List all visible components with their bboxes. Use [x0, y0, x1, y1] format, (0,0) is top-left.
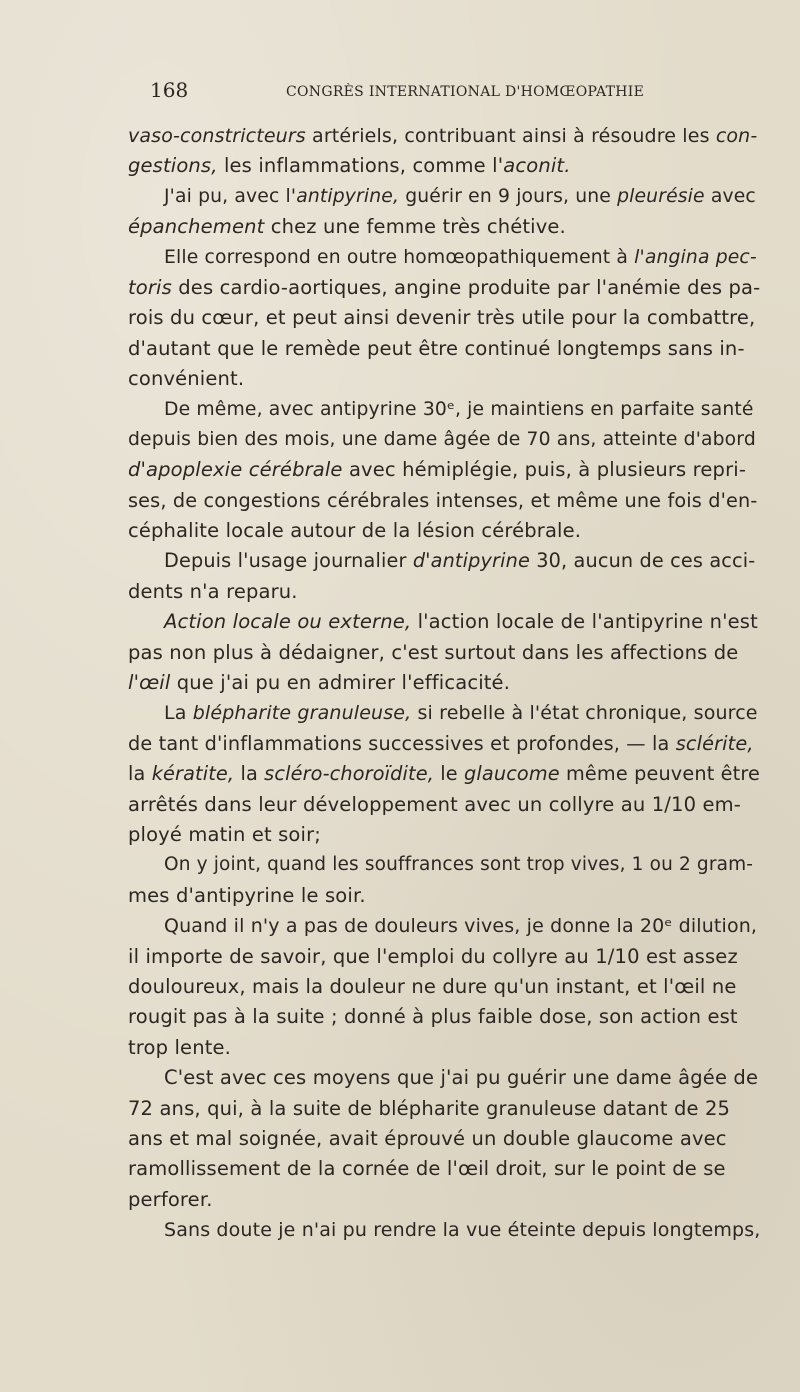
text-segment: il importe de savoir, que l'emploi du collyre au 1/10 est assez — [128, 944, 738, 968]
text-line — [128, 546, 760, 576]
text-segment: C'est avec ces moyens que j'ai pu guérir une dame âgée de — [164, 1066, 759, 1090]
text-segment: des cardio-aortiques, angine produite par l'anémie des pa- — [171, 275, 761, 299]
text-segment: les inflammations, comme l' — [217, 154, 504, 178]
text-segment: rois du cœur, et peut ainsi devenir très utile pour la combattre, — [128, 306, 756, 330]
text-segment: Quand il n'y a pas de douleurs vives, je donne la 20ᵉ dilution, — [164, 915, 758, 938]
text-line — [128, 698, 760, 728]
text-line — [128, 303, 760, 333]
text-segment: chez une femme très chétive. — [264, 215, 566, 239]
text-line — [128, 790, 760, 820]
italic-text: l'œil — [128, 671, 171, 695]
text-segment: si rebelle à l'état chronique, source — [411, 702, 758, 725]
italic-text: con- — [715, 125, 758, 147]
text-segment: mes d'antipyrine le soir. — [128, 883, 366, 907]
text-segment: pas non plus à dédaigner, c'est surtout dans les affections de — [128, 640, 739, 664]
text-segment: guérir en 9 jours, une — [399, 185, 618, 207]
text-line — [128, 364, 760, 394]
text-segment: le — [434, 762, 465, 786]
text-line — [128, 243, 760, 273]
italic-text: antipyrine, — [296, 185, 400, 207]
italic-text: glaucome — [464, 762, 560, 786]
text-line — [128, 881, 760, 911]
text-line — [128, 1124, 760, 1154]
text-line — [128, 273, 760, 303]
text-segment: d'autant que le remède peut être continué longtemps sans in- — [128, 336, 745, 360]
text-line — [128, 850, 760, 880]
text-segment: dents n'a reparu. — [128, 579, 298, 603]
text-segment: avec hémiplégie, puis, à plusieurs repri- — [342, 458, 747, 482]
text-line — [128, 668, 760, 698]
text-line — [128, 1063, 760, 1093]
page-number: 168 — [150, 78, 189, 102]
text-line — [128, 759, 760, 789]
text-segment: même peuvent être — [559, 762, 760, 786]
running-head: CONGRÈS INTERNATIONAL D'HOMŒOPATHIE — [286, 84, 645, 100]
text-segment: Elle correspond en outre homœopathiquement à — [164, 246, 635, 268]
text-line — [128, 182, 760, 212]
text-segment: ses, de congestions cérébrales intenses, et même une fois d'en- — [128, 488, 758, 512]
text-segment: depuis bien des mois, une dame âgée de 70 ans, atteinte d'abord — [128, 428, 756, 450]
italic-text: aconit. — [503, 154, 571, 178]
text-segment: la — [128, 762, 152, 786]
text-segment: l'action locale de l'antipyrine n'est — [411, 610, 758, 634]
italic-text: sclérite, — [675, 731, 754, 755]
text-line — [128, 638, 760, 668]
text-line — [128, 486, 760, 516]
italic-text: scléro-choroïdite, — [264, 762, 434, 786]
text-segment: ramollissement de la cornée de l'œil droit, sur le point de se — [128, 1157, 726, 1181]
text-segment: 72 ans, qui, à la suite de blépharite granuleuse datant de 25 — [128, 1096, 731, 1120]
page-header — [150, 78, 660, 108]
text-segment: Sans doute je n'ai pu rendre la vue éteinte depuis longtemps, — [164, 1219, 761, 1242]
body-text — [128, 121, 760, 1245]
text-segment: la — [234, 762, 265, 786]
text-line — [128, 395, 760, 425]
text-line — [128, 972, 760, 1002]
italic-text: l'angina pec- — [634, 246, 757, 268]
italic-text: pleurésie — [617, 185, 705, 207]
text-line — [128, 212, 760, 242]
text-line — [128, 1185, 760, 1215]
text-segment: ans et mal soignée, avait éprouvé un double glaucome avec — [128, 1126, 727, 1150]
text-segment: convénient. — [128, 367, 245, 391]
italic-text: d'antipyrine — [412, 549, 530, 573]
text-line — [128, 516, 760, 546]
text-line — [128, 942, 760, 972]
text-line — [128, 607, 760, 637]
text-segment: De même, avec antipyrine 30ᵉ, je maintiens en parfaite santé — [164, 398, 754, 420]
text-segment: que j'ai pu en admirer l'efficacité. — [170, 671, 511, 695]
text-line — [128, 729, 760, 759]
text-segment: trop lente. — [128, 1035, 232, 1059]
text-segment: La — [164, 702, 193, 725]
text-segment: J'ai pu, avec l' — [164, 185, 297, 207]
text-line — [128, 911, 760, 941]
text-line — [128, 1002, 760, 1032]
text-segment: céphalite locale autour de la lésion cérébrale. — [128, 519, 582, 543]
italic-text: épanchement — [128, 215, 265, 239]
text-segment: douloureux, mais la douleur ne dure qu'un instant, et l'œil ne — [128, 974, 737, 998]
italic-text: Action locale ou externe, — [164, 610, 412, 634]
italic-text: d'apoplexie cérébrale — [128, 458, 343, 482]
text-segment: perforer. — [128, 1187, 213, 1211]
text-line — [128, 334, 760, 364]
text-segment: Depuis l'usage journalier — [164, 549, 413, 573]
text-line — [128, 1033, 760, 1063]
text-segment: arrêtés dans leur développement avec un collyre au 1/10 em- — [128, 792, 741, 816]
text-line — [128, 820, 760, 850]
italic-text: kératite, — [151, 762, 235, 786]
text-line — [128, 1154, 760, 1184]
text-segment: rougit pas à la suite ; donné à plus faible dose, son action est — [128, 1005, 738, 1029]
text-segment: 30, aucun de ces acci- — [529, 549, 756, 573]
text-segment: ployé matin et soir; — [128, 822, 321, 846]
italic-text: toris — [128, 275, 172, 299]
text-segment: artériels, contribuant ainsi à résoudre les — [305, 125, 716, 147]
text-line — [128, 1215, 760, 1245]
text-segment: de tant d'inflammations successives et profondes, — la — [128, 731, 676, 755]
text-segment: avec — [704, 185, 756, 207]
text-line — [128, 577, 760, 607]
text-line — [128, 121, 760, 151]
text-segment: On y joint, quand les souffrances sont trop vives, 1 ou 2 gram- — [164, 854, 754, 876]
text-line — [128, 425, 760, 455]
italic-text: blépharite granuleuse, — [192, 702, 412, 725]
text-line — [128, 151, 760, 181]
text-line — [128, 1094, 760, 1124]
text-line — [128, 455, 760, 485]
italic-text: gestions, — [128, 154, 218, 178]
italic-text: vaso-constricteurs — [128, 125, 306, 147]
